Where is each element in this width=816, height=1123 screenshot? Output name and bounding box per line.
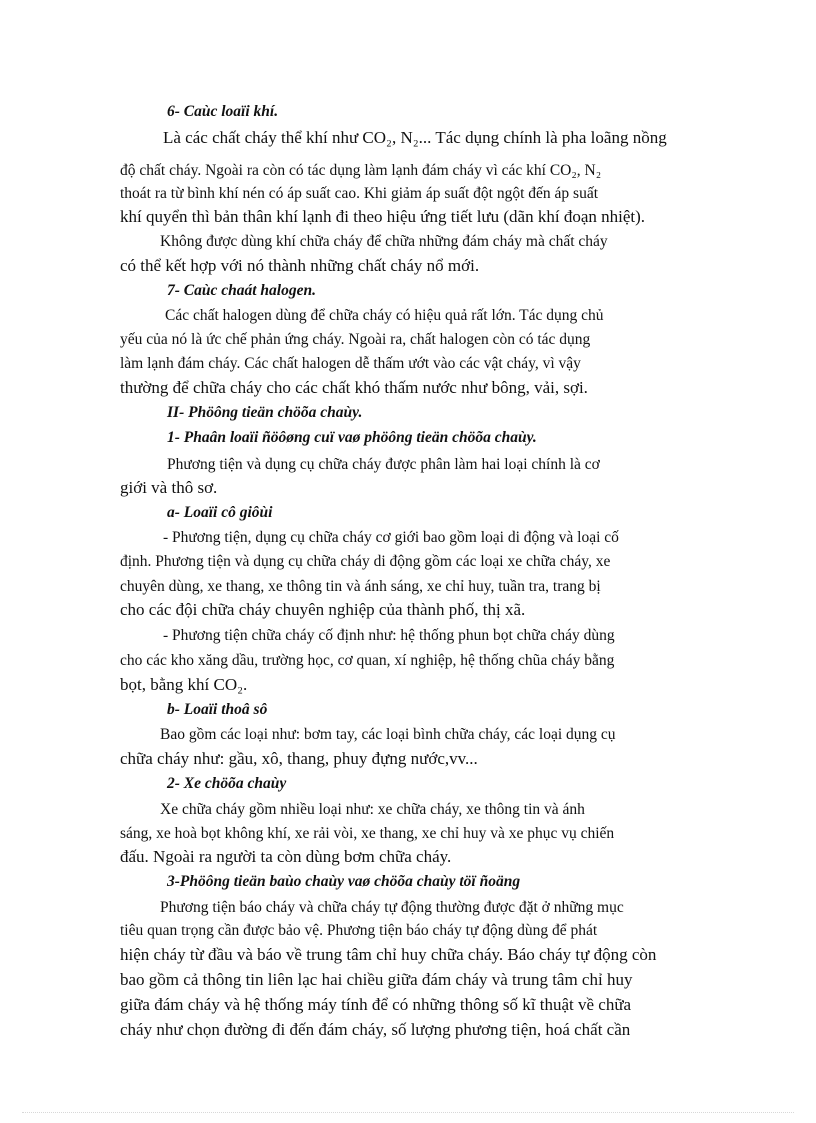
paragraph-line: thoát ra từ bình khí nén có áp suất cao. Khi giảm áp suất đột ngột đến áp suất [120, 185, 599, 202]
heading-3-automatic: 3-Phöông tieän baùo chaùy vaø chöõa chaùy töï ñoäng [167, 873, 521, 890]
paragraph-line: đấu. Ngoài ra người ta còn dùng bơm chữa cháy. [120, 847, 452, 866]
paragraph-line: định. Phương tiện và dụng cụ chữa cháy di động gồm các loại xe chữa cháy, xe [120, 553, 611, 570]
heading-6-gases: 6- Caùc loaïi khí. [167, 103, 279, 120]
paragraph-line: - Phương tiện chữa cháy cố định như: hệ thống phun bọt chữa cháy dùng [163, 627, 615, 644]
paragraph-line: có thể kết hợp với nó thành những chất cháy nổ mới. [120, 256, 480, 275]
heading-a-mechanized: a- Loaïi cô giôùi [167, 504, 273, 521]
heading-b-manual: b- Loaïi thoâ sô [167, 701, 268, 718]
paragraph-line: hiện cháy từ đầu và báo về trung tâm chỉ huy chữa cháy. Báo cháy tự động còn [120, 945, 657, 964]
paragraph-line: cháy như chọn đường đi đến đám cháy, số lượng phương tiện, hoá chất cần [120, 1020, 631, 1039]
paragraph-line: giữa đám cháy và hệ thống máy tính để có những thông số kĩ thuật về chữa [120, 995, 632, 1014]
page-bottom-divider [22, 1112, 794, 1113]
heading-1-classification: 1- Phaân loaïi ñöôøng cuï vaø phöông tieän chöõa chaùy. [167, 429, 537, 446]
paragraph-line: Các chất halogen dùng để chữa cháy có hiệu quả rất lớn. Tác dụng chủ [165, 307, 604, 324]
paragraph-line: cho các đội chữa cháy chuyên nghiệp của thành phố, thị xã. [120, 600, 526, 619]
paragraph-line: bọt, bằng khí CO₂. [120, 675, 248, 694]
paragraph-line: Xe chữa cháy gồm nhiều loại như: xe chữa cháy, xe thông tin và ánh [160, 801, 585, 818]
heading-2-fire-trucks: 2- Xe chöõa chaùy [167, 775, 287, 792]
paragraph-line: chuyên dùng, xe thang, xe thông tin và ánh sáng, xe chỉ huy, tuần tra, trang bị [120, 578, 601, 595]
paragraph-line: thường để chữa cháy cho các chất khó thấm nước như bông, vải, sợi. [120, 378, 588, 397]
heading-7-halogen: 7- Caùc chaát halogen. [167, 282, 316, 299]
paragraph-line: làm lạnh đám cháy. Các chất halogen dễ thấm ướt vào các vật cháy, vì vậy [120, 355, 581, 372]
paragraph-line: chữa cháy như: gầu, xô, thang, phuy đựng nước,vv... [120, 749, 478, 768]
paragraph-line: giới và thô sơ. [120, 478, 218, 497]
paragraph-line: Bao gồm các loại như: bơm tay, các loại bình chữa cháy, các loại dụng cụ [160, 726, 616, 743]
paragraph-line: sáng, xe hoà bọt không khí, xe rải vòi, xe thang, xe chỉ huy và xe phục vụ chiến [120, 825, 615, 842]
paragraph-line: - Phương tiện, dụng cụ chữa cháy cơ giới bao gồm loại di động và loại cố [163, 529, 619, 546]
paragraph-line: Phương tiện báo cháy và chữa cháy tự động thường được đặt ở những mục [160, 899, 624, 916]
heading-II-equipment: II- Phöông tieän chöõa chaùy. [167, 404, 363, 421]
paragraph-line: khí quyển thì bản thân khí lạnh đi theo hiệu ứng tiết lưu (dãn khí đoạn nhiệt). [120, 207, 646, 226]
paragraph-line: cho các kho xăng dầu, trường học, cơ quan, xí nghiệp, hệ thống chũa cháy bằng [120, 652, 615, 669]
paragraph-line: yếu của nó là ức chế phản ứng cháy. Ngoài ra, chất halogen còn có tác dụng [120, 331, 591, 348]
paragraph-line: độ chất cháy. Ngoài ra còn có tác dụng làm lạnh đám cháy vì các khí CO₂, N₂ [120, 162, 602, 179]
paragraph-line: tiêu quan trọng cần được bảo vệ. Phương tiện báo cháy tự động dùng để phát [120, 922, 598, 939]
paragraph-line: bao gồm cả thông tin liên lạc hai chiều giữa đám cháy và trung tâm chỉ huy [120, 970, 633, 989]
paragraph-line: Là các chất cháy thể khí như CO₂, N₂... Tác dụng chính là pha loãng nồng [163, 128, 667, 147]
paragraph-line: Phương tiện và dụng cụ chữa cháy được phân làm hai loại chính là cơ [167, 456, 600, 473]
paragraph-line: Không được dùng khí chữa cháy để chữa những đám cháy mà chất cháy [160, 233, 608, 250]
